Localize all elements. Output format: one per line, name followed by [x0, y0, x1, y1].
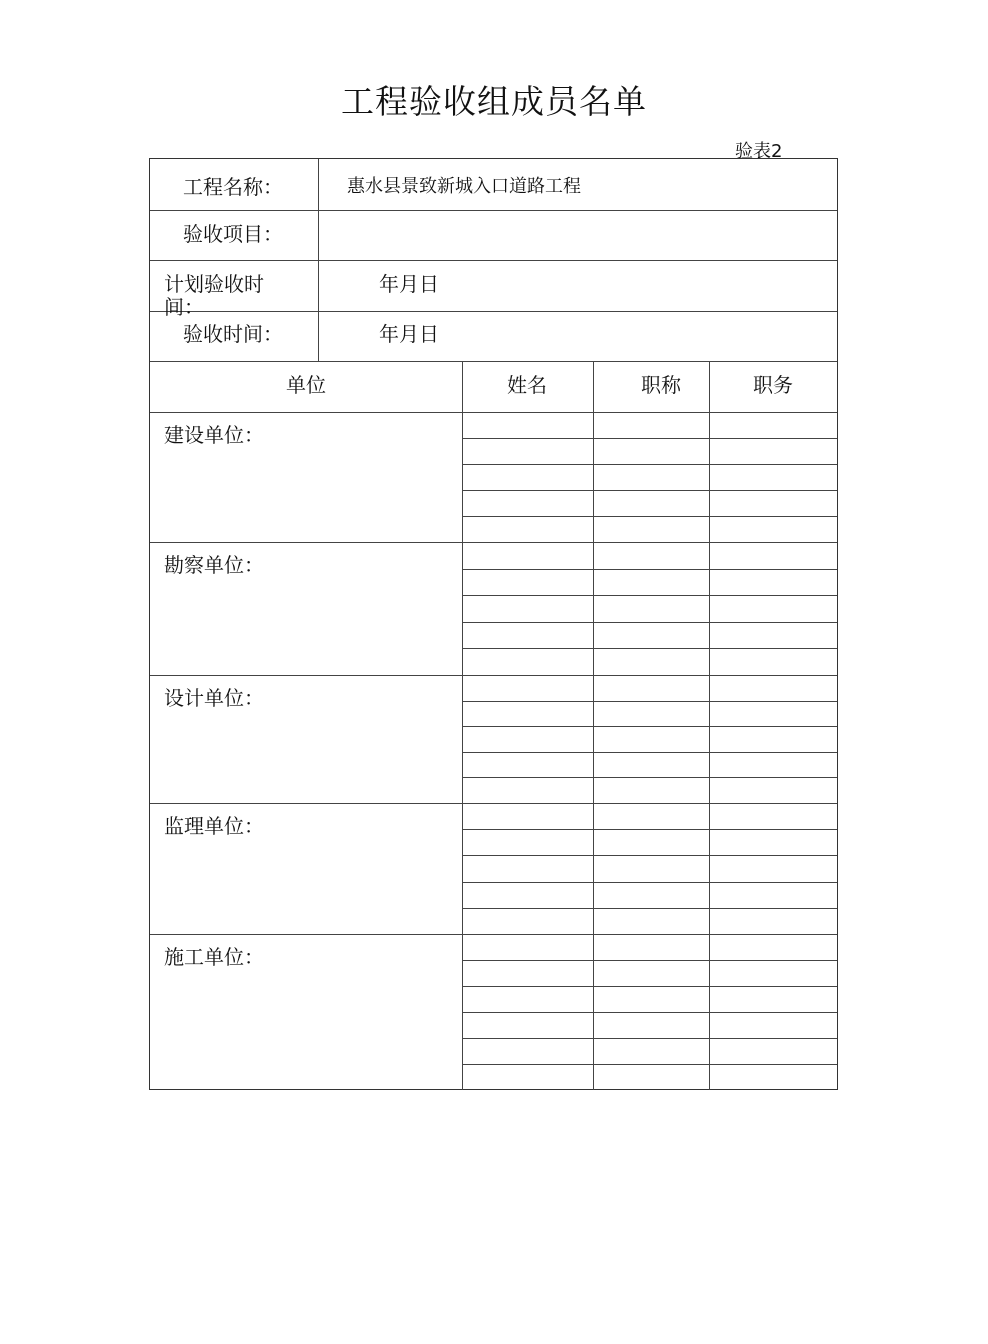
member-title-cell[interactable]	[597, 780, 705, 800]
member-name-cell[interactable]	[466, 911, 589, 931]
unit-label: 建设单位：	[164, 423, 264, 447]
project-name-label: 工程名称：	[183, 175, 283, 199]
unit-label: 勘察单位：	[164, 553, 264, 577]
unit-label: 施工单位：	[164, 945, 264, 969]
member-name-cell[interactable]	[466, 755, 589, 775]
member-name-cell[interactable]	[466, 858, 589, 878]
member-name-cell[interactable]	[466, 625, 589, 646]
member-name-cell[interactable]	[466, 729, 589, 749]
member-name-cell[interactable]	[466, 493, 589, 513]
member-title-cell[interactable]	[597, 651, 705, 672]
member-title-cell[interactable]	[597, 858, 705, 878]
member-name-cell[interactable]	[466, 963, 589, 983]
member-name-cell[interactable]	[466, 572, 589, 593]
member-position-cell[interactable]	[713, 832, 833, 852]
member-title-cell[interactable]	[597, 467, 705, 487]
member-title-cell[interactable]	[597, 755, 705, 775]
member-title-cell[interactable]	[597, 832, 705, 852]
member-position-cell[interactable]	[713, 780, 833, 800]
member-title-cell[interactable]	[597, 545, 705, 566]
member-name-cell[interactable]	[466, 1041, 589, 1061]
header-position: 职务	[753, 373, 793, 397]
member-name-cell[interactable]	[466, 989, 589, 1009]
form-number-value: 2	[771, 141, 783, 162]
member-title-cell[interactable]	[597, 493, 705, 513]
member-position-cell[interactable]	[713, 1015, 833, 1035]
member-title-cell[interactable]	[597, 441, 705, 461]
actual-time-value: 年月日	[379, 322, 439, 346]
member-title-cell[interactable]	[597, 415, 705, 435]
member-position-cell[interactable]	[713, 937, 833, 957]
member-position-cell[interactable]	[713, 806, 833, 826]
header-title: 职称	[641, 373, 681, 397]
member-title-cell[interactable]	[597, 1015, 705, 1035]
member-name-cell[interactable]	[466, 806, 589, 826]
member-name-cell[interactable]	[466, 704, 589, 724]
member-list-table	[149, 158, 838, 1090]
member-position-cell[interactable]	[713, 519, 833, 539]
member-name-cell[interactable]	[466, 832, 589, 852]
member-position-cell[interactable]	[713, 545, 833, 566]
member-name-cell[interactable]	[466, 1015, 589, 1035]
member-name-cell[interactable]	[466, 441, 589, 461]
member-title-cell[interactable]	[597, 989, 705, 1009]
member-position-cell[interactable]	[713, 911, 833, 931]
member-position-cell[interactable]	[713, 755, 833, 775]
member-position-cell[interactable]	[713, 415, 833, 435]
member-name-cell[interactable]	[466, 545, 589, 566]
member-title-cell[interactable]	[597, 885, 705, 905]
member-position-cell[interactable]	[713, 598, 833, 619]
member-name-cell[interactable]	[466, 519, 589, 539]
member-position-cell[interactable]	[713, 885, 833, 905]
project-name-value: 惠水县景致新城入口道路工程	[347, 176, 581, 197]
member-title-cell[interactable]	[597, 729, 705, 749]
member-name-cell[interactable]	[466, 467, 589, 487]
actual-time-label: 验收时间：	[183, 322, 283, 346]
member-title-cell[interactable]	[597, 911, 705, 931]
unit-label: 监理单位：	[164, 814, 264, 838]
member-name-cell[interactable]	[466, 780, 589, 800]
form-title: 工程验收组成员名单	[341, 82, 647, 121]
member-position-cell[interactable]	[713, 1041, 833, 1061]
member-name-cell[interactable]	[466, 651, 589, 672]
member-title-cell[interactable]	[597, 806, 705, 826]
form-number-label: 验表	[735, 141, 771, 162]
member-position-cell[interactable]	[713, 625, 833, 646]
member-position-cell[interactable]	[713, 1067, 833, 1087]
member-position-cell[interactable]	[713, 858, 833, 878]
member-name-cell[interactable]	[466, 678, 589, 698]
member-position-cell[interactable]	[713, 651, 833, 672]
member-position-cell[interactable]	[713, 704, 833, 724]
acceptance-item-label: 验收项目：	[183, 222, 283, 246]
member-title-cell[interactable]	[597, 704, 705, 724]
unit-label: 设计单位：	[164, 686, 264, 710]
member-name-cell[interactable]	[466, 415, 589, 435]
header-unit: 单位	[286, 373, 326, 397]
planned-time-value: 年月日	[379, 272, 439, 296]
member-name-cell[interactable]	[466, 1067, 589, 1087]
member-position-cell[interactable]	[713, 729, 833, 749]
planned-time-label: 计划验收时间：	[164, 272, 264, 319]
member-title-cell[interactable]	[597, 598, 705, 619]
member-name-cell[interactable]	[466, 885, 589, 905]
header-name: 姓名	[507, 373, 547, 397]
member-position-cell[interactable]	[713, 493, 833, 513]
member-name-cell[interactable]	[466, 598, 589, 619]
member-position-cell[interactable]	[713, 441, 833, 461]
member-title-cell[interactable]	[597, 625, 705, 646]
member-title-cell[interactable]	[597, 963, 705, 983]
member-position-cell[interactable]	[713, 989, 833, 1009]
member-title-cell[interactable]	[597, 937, 705, 957]
member-title-cell[interactable]	[597, 678, 705, 698]
member-title-cell[interactable]	[597, 1041, 705, 1061]
member-title-cell[interactable]	[597, 519, 705, 539]
member-position-cell[interactable]	[713, 572, 833, 593]
member-title-cell[interactable]	[597, 1067, 705, 1087]
member-position-cell[interactable]	[713, 467, 833, 487]
member-name-cell[interactable]	[466, 937, 589, 957]
member-position-cell[interactable]	[713, 963, 833, 983]
member-title-cell[interactable]	[597, 572, 705, 593]
member-position-cell[interactable]	[713, 678, 833, 698]
